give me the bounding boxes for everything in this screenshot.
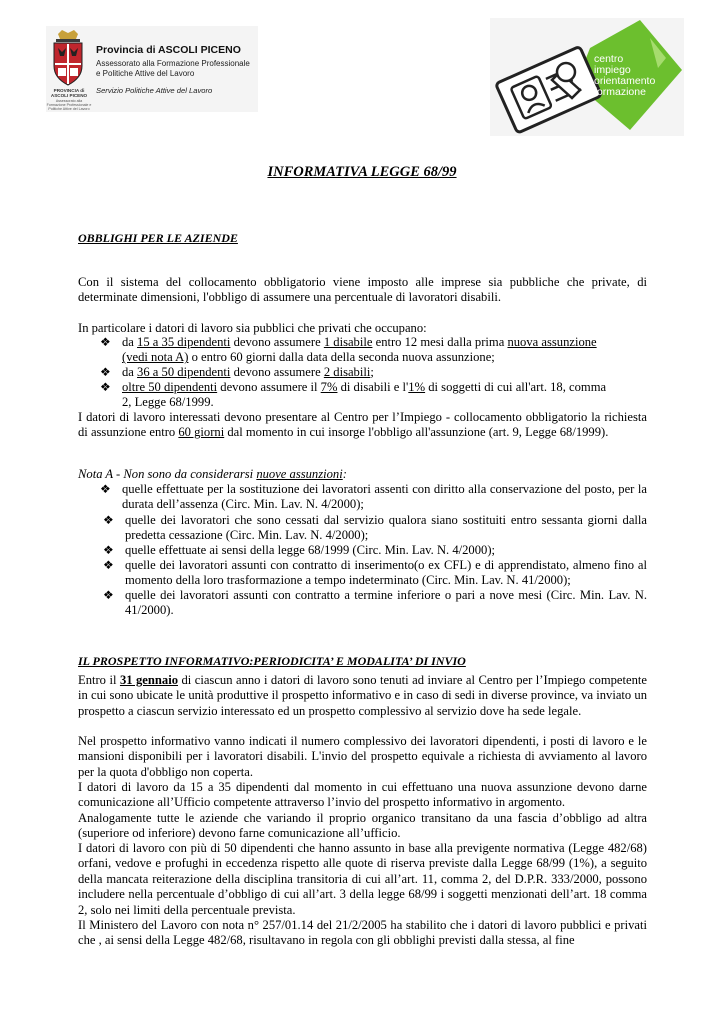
- diamond-bullet-icon: ❖: [100, 365, 111, 379]
- prospetto-paragraph-2: Nel prospetto informativo vanno indicati il numero complessivo dei lavoratori dipendenti, i posti di lavoro e le mansioni disponibili per i lavoratori disabili. L'invio del prospetto equivale a richiesta di avviamento al lavoro per la quota d'obbligo non coperta.: [78, 734, 647, 779]
- diamond-bullet-icon: ❖: [100, 482, 111, 496]
- province-name: Provincia di ASCOLI PICENO: [96, 44, 241, 56]
- centro-impiego-logo: [490, 18, 684, 136]
- diamond-bullet-icon: ❖: [103, 558, 114, 572]
- obligation-item-over-50: ❖ oltre 50 dipendenti devono assumere il 7% di disabili e l'1% di soggetti di cui all'art. 18, comma 2, Legge 68/1999.: [100, 380, 607, 410]
- prospetto-paragraph-3: I datori di lavoro da 15 a 35 dipendenti dal momento in cui effettuano una nuova assunzione devono darne comunicazione all’Ufficio competente attraverso l’invio del prospetto informativo in argomento.: [78, 780, 647, 810]
- crest-caption: PROVINCIA di ASCOLI PICENO: [50, 88, 88, 98]
- diamond-bullet-icon: ❖: [103, 543, 114, 557]
- obligation-item-36-50: ❖ da 36 a 50 dipendenti devono assumere 2 disabili;: [100, 365, 374, 379]
- note-item: ❖ quelle effettuate ai sensi della legge 68/1999 (Circ. Min. Lav. N. 4/2000);: [103, 543, 496, 557]
- note-item: ❖ quelle dei lavoratori assunti con contratto a termine inferiore o pari a nove mesi (Circ. Min. Lav. N. 41/2000).: [103, 588, 647, 618]
- logo-line-4: formazione: [594, 86, 646, 98]
- diamond-bullet-icon: ❖: [103, 513, 114, 527]
- logo-line-3: orientamento: [594, 75, 656, 87]
- diamond-bullet-icon: ❖: [100, 380, 111, 394]
- diamond-bullet-icon: ❖: [100, 335, 111, 349]
- diamond-bullet-icon: ❖: [103, 588, 114, 602]
- section-heading-prospetto: IL PROSPETTO INFORMATIVO:PERIODICITA’ E MODALITA’ DI INVIO: [78, 654, 466, 668]
- prospetto-paragraph-5: I datori di lavoro con più di 50 dipendenti che hanno assunto in base alla previgente normativa (Legge 482/68) orfani, vedove e profughi in eccedenza rispetto alle quote di riserva previste dalla Legge 68/99 (1%), a seguito della mancata reiterazione della disciplina transitoria di cui all’art. 11, comma 2, del D.P.R. 333/2000, possono includere nella percentuale d’obbligo di cui all’art. 3 della legge 68/99 i soggetti menzionati dell’art. 18 comma 2, solo nei limiti della percentuale prevista.: [78, 841, 647, 917]
- document-title: INFORMATIVA LEGGE 68/99: [267, 164, 457, 180]
- request-paragraph: I datori di lavoro interessati devono presentare al Centro per l’Impiego - collocamento obbligatorio la richiesta di assunzione entro 60 giorni dal momento in cui insorge l'obbligo all'assunzione (art. 9, Legge 68/1999).: [78, 410, 647, 440]
- crest-subcaption: Assessorato alla Formazione Professionale e Politiche Attive del Lavoro: [46, 99, 92, 111]
- prospetto-paragraph-6: Il Ministero del Lavoro con nota n° 257/01.14 del 21/2/2005 ha stabilito che i datori di lavoro pubblici e privati che , ai sensi della Legge 482/68, risultavano in regola con gli obblighi previsti dalla stessa, al fine: [78, 918, 647, 948]
- prospetto-paragraph-1: Entro il 31 gennaio di ciascun anno i datori di lavoro sono tenuti ad inviare al Centro per l’Impiego competente in cui sono ubicate le unità produttive il prospetto informativo e in caso di sedi in diverse province, va inviato un prospetto a ciascun servizio interessato ed un prospetto complessivo al servizio dove ha sede legale.: [78, 673, 647, 718]
- note-item: ❖ quelle dei lavoratori che sono cessati dal servizio qualora siano sostituiti entro sessanta giorni dalla predetta cessazione (Circ. Min. Lav. N. 4/2000);: [103, 513, 647, 543]
- logo-line-2: impiego: [594, 64, 631, 76]
- logo-line-1: centro: [594, 53, 624, 65]
- province-header: [46, 26, 258, 112]
- particular-paragraph: In particolare i datori di lavoro sia pubblici che privati che occupano:: [78, 321, 427, 335]
- province-crest-icon: [50, 30, 86, 88]
- note-item: ❖ quelle dei lavoratori assunti con contratto di inserimento(o ex CFL) e di apprendistato, almeno fino al momento della loro trasformazione a tempo indeterminato (Circ. Min. Lav. N. 41/2000);: [103, 558, 647, 588]
- note-a-heading: Nota A - Non sono da considerarsi nuove assunzioni:: [78, 467, 347, 481]
- intro-paragraph: Con il sistema del collocamento obbligatorio viene imposto alle imprese sia pubbliche che private, di determinate dimensioni, l'obbligo di assumere una percentuale di lavoratori disabili.: [78, 275, 647, 305]
- note-item: ❖ quelle effettuate per la sostituzione dei lavoratori assenti con diritto alla conservazione del posto, per la durata dell’assenza (Circ. Min. Lav. N. 4/2000);: [100, 482, 647, 512]
- department-line-2: e Politiche Attive del Lavoro: [96, 69, 195, 78]
- section-heading-obblighi: OBBLIGHI PER LE AZIENDE: [78, 231, 238, 245]
- department-line-1: Assessorato alla Formazione Professionale: [96, 59, 250, 68]
- prospetto-paragraph-4: Analogamente tutte le aziende che variando il proprio organico transitano da una fascia d’obbligo ad altra (superiore od inferiore) devono farne comunicazione all’ufficio.: [78, 811, 647, 841]
- obligation-item-15-35: ❖ da 15 a 35 dipendenti devono assumere 1 disabile entro 12 mesi dalla prima nuova assunzione (vedi nota A) o entro 60 giorni dalla data della seconda nuova assunzione;: [100, 335, 597, 365]
- service-name: Servizio Politiche Attive del Lavoro: [96, 86, 213, 95]
